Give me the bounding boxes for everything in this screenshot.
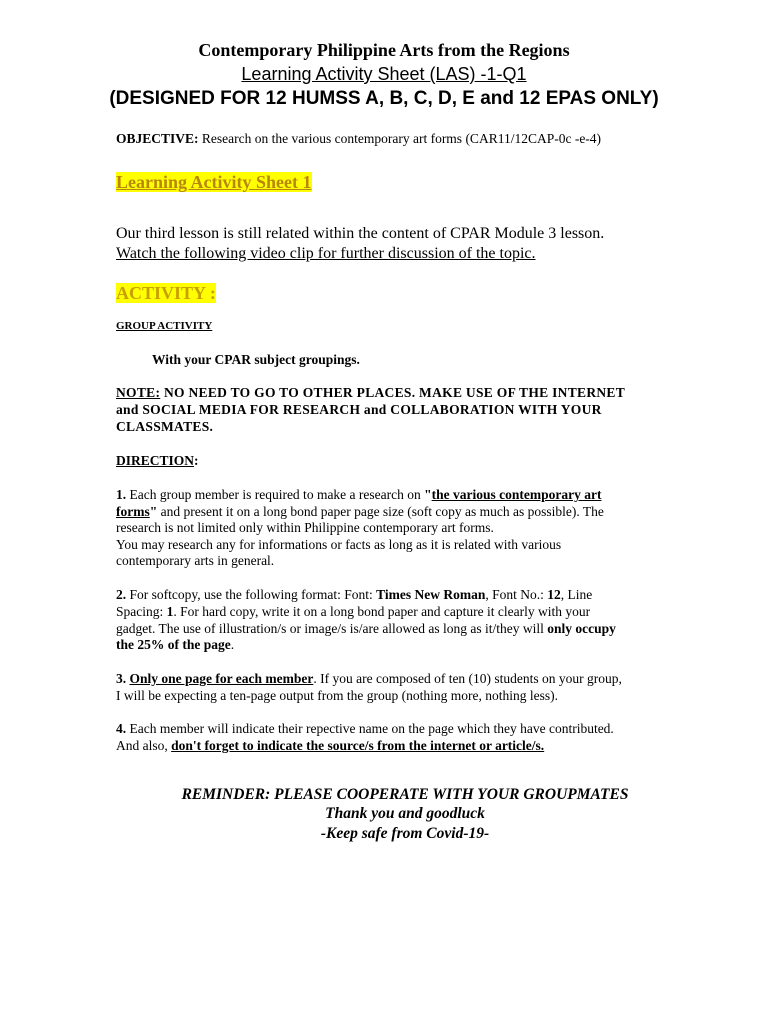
reminder-line-1: REMINDER: PLEASE COOPERATE WITH YOUR GROUPMATES [181,786,629,803]
objective-text: Research on the various contemporary art forms (CAR11/12CAP-0c -e-4) [198,131,602,146]
item-2-line-4 [116,637,234,653]
objective-label: OBJECTIVE: [116,131,199,146]
note-label: NOTE: [116,385,161,400]
direction-heading [116,453,199,469]
item-3-text-b: . If you are composed of ten (10) students on your group, [313,671,622,686]
note-text-1: NO NEED TO GO TO OTHER PLACES. MAKE USE OF THE INTERNET [160,385,626,400]
item-1-number: 1. [116,487,127,502]
item-4-line-2 [116,738,544,754]
note-line-3: CLASSMATES. [116,419,214,434]
intro-line-1: Our third lesson is still related within the content of CPAR Module 3 lesson. [116,225,605,242]
item-1-text-b: and present it on a long bond paper page size (soft copy as much as possible). The [157,504,604,519]
item-2-text-d: Spacing: [116,604,167,619]
item-2-line-spacing: 1 [166,604,174,619]
groupings-line: With your CPAR subject groupings. [152,352,360,367]
item-2-number: 2. [116,587,127,602]
item-2-text-g: only occupy [547,621,616,636]
direction-label: DIRECTION [116,453,195,468]
item-1-line-5: contemporary arts in general. [116,553,275,568]
item-1-line-2 [116,504,604,520]
item-2-text-c: , Line [560,587,593,602]
item-1-line-3: research is not limited only within Philippine contemporary art forms. [116,520,494,535]
item-2-text-e: . For hard copy, write it on a long bond paper and capture it clearly with your [173,604,591,619]
item-4-line-1 [116,721,614,737]
item-4-text-b: And also, [116,738,172,753]
item-1-quote-close: " [149,504,158,519]
item-2-text-i: . [230,637,235,652]
document-title: Contemporary Philippine Arts from the Regions [198,40,570,60]
designed-for-line: (DESIGNED FOR 12 HUMSS A, B, C, D, E and 12 EPAS ONLY) [109,88,659,109]
item-3-line-2: I will be expecting a ten-page output from the group (nothing more, nothing less). [116,688,559,703]
objective-line [116,131,601,147]
reminder-line-2: Thank you and goodluck [325,805,485,822]
item-3-text-a: Only one page for each member [129,671,314,686]
activity-heading [116,283,216,304]
item-3-number: 3. [116,671,127,686]
intro-line-2: Watch the following video clip for further discussion of the topic. [116,245,536,262]
item-2-line-2 [116,604,590,620]
item-2-line-3 [116,621,616,637]
item-2-text-a: For softcopy, use the following format: Font: [126,587,377,602]
item-4-text-c: don't forget to indicate the source/s from the internet or article/s. [171,738,545,753]
item-2-text-f: gadget. The use of illustration/s or image/s is/are allowed as long as it/they will [116,621,548,636]
item-2-line-1 [116,587,592,603]
item-1-text-a: Each group member is required to make a research on [126,487,425,502]
reminder-line-3: -Keep safe from Covid-19- [320,825,490,842]
note-line-1 [116,385,625,401]
item-3-line-1 [116,671,622,687]
item-2-font-name: Times New Roman [376,587,486,602]
item-1-line-1 [116,487,601,503]
document-subtitle [0,64,768,85]
activity-heading-text: ACTIVITY : [116,283,216,303]
item-2-text-b: , Font No.: [485,587,548,602]
las-code: Learning Activity Sheet (LAS) -1-Q1 [241,64,527,84]
item-1-topic-part-2: forms [116,504,150,519]
item-2-text-h: the 25% of the page [116,637,231,652]
item-4-text-a: Each member will indicate their repective name on the page which they have contributed. [126,721,614,736]
las-heading [116,172,312,193]
group-activity-label: GROUP ACTIVITY [116,320,213,332]
las-heading-text: Learning Activity Sheet 1 [116,172,312,192]
direction-colon: : [194,453,199,468]
item-4-number: 4. [116,721,127,736]
item-2-font-size: 12 [547,587,561,602]
item-1-quote-open: " [424,487,432,502]
item-1-topic-part-1: the various contemporary art [431,487,602,502]
item-1-line-4: You may research any for informations or facts as long as it is related with various [116,537,562,552]
note-line-2: and SOCIAL MEDIA FOR RESEARCH and COLLABORATION WITH YOUR [116,402,602,417]
